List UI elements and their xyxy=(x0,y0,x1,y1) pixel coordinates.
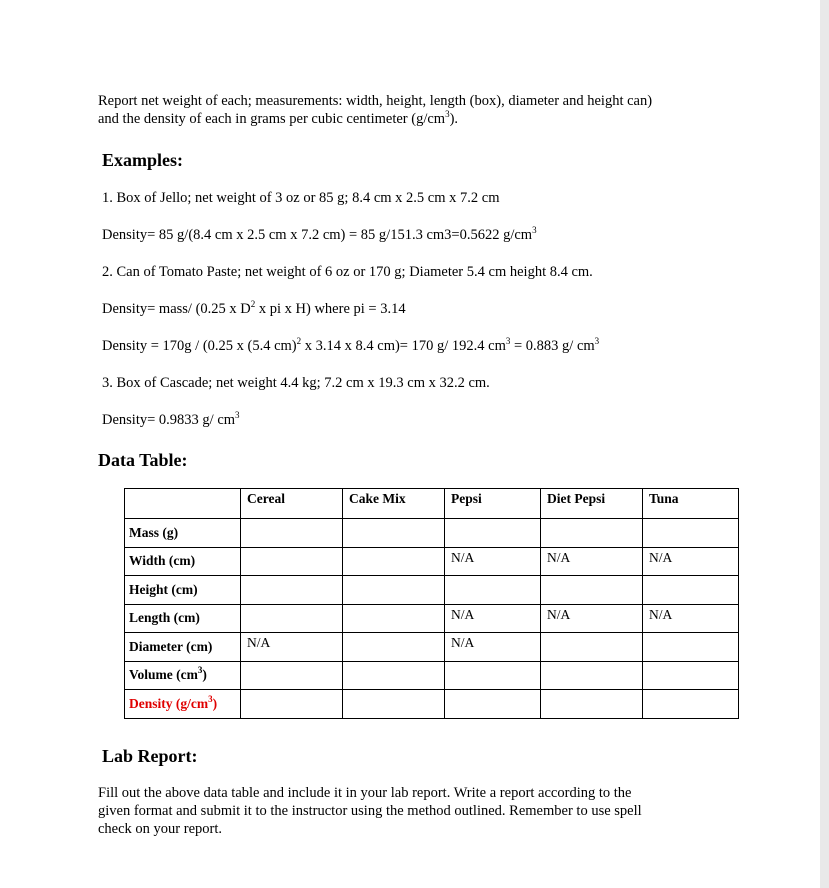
table-cell xyxy=(445,576,541,605)
table-cell: N/A xyxy=(541,547,643,576)
table-cell xyxy=(343,690,445,719)
table-cell xyxy=(445,519,541,548)
lab-report-line-2: given format and submit it to the instructor using the method outlined. Remember to use spell xyxy=(98,803,642,819)
table-row-density xyxy=(125,690,739,719)
column-header-tuna: Tuna xyxy=(643,489,739,519)
column-header-pepsi: Pepsi xyxy=(445,489,541,519)
table-cell xyxy=(343,576,445,605)
density-formula: Density= mass/ (0.25 x $D^2$ x pi x H) where pi = 3.14 xyxy=(102,299,406,317)
table-cell xyxy=(343,633,445,662)
table-cell xyxy=(643,633,739,662)
intro-paragraph xyxy=(98,92,652,128)
table-cell xyxy=(541,633,643,662)
table-cell xyxy=(343,547,445,576)
table-corner-cell xyxy=(125,489,241,519)
table-row-volume xyxy=(125,661,739,690)
example-3-text: 3. Box of Cascade; net weight 4.4 kg; 7.2 cm x 19.3 cm x 32.2 cm. xyxy=(102,375,490,391)
data-table xyxy=(124,488,739,719)
table-cell: N/A xyxy=(643,547,739,576)
column-header-cereal: Cereal xyxy=(241,489,343,519)
column-header-diet-pepsi: Diet Pepsi xyxy=(541,489,643,519)
table-row-height xyxy=(125,576,739,605)
table-cell xyxy=(541,690,643,719)
table-cell: N/A xyxy=(445,547,541,576)
table-cell: N/A xyxy=(643,604,739,633)
example-2-density: Density = 170g / (0.25 x (5.4 cm)$^2$ x 3.14 x 8.4 cm)= 170 g/ 192.4 $cm^3 = 0.883$ g/ $cm^3$ xyxy=(102,336,600,354)
row-label-width: Width (cm) xyxy=(125,547,241,576)
table-cell: N/A xyxy=(445,633,541,662)
table-cell xyxy=(541,519,643,548)
example-3-density: Density= 0.9833 g/ $cm^3$ xyxy=(102,410,240,428)
row-label-length: Length (cm) xyxy=(125,604,241,633)
intro-line-1: Report net weight of each; measurements: width, height, length (box), diameter and height can) xyxy=(98,93,653,109)
table-row-diameter xyxy=(125,633,739,662)
examples-heading: Examples: xyxy=(102,150,183,170)
row-label-mass: Mass (g) xyxy=(125,519,241,548)
column-header-cake-mix: Cake Mix xyxy=(343,489,445,519)
table-cell xyxy=(541,576,643,605)
table-cell xyxy=(643,690,739,719)
table-cell xyxy=(343,661,445,690)
table-header-row xyxy=(125,489,739,519)
table-cell xyxy=(241,604,343,633)
example-2-text: 2. Can of Tomato Paste; net weight of 6 oz or 170 g; Diameter 5.4 cm height 8.4 cm. xyxy=(102,264,593,280)
table-cell xyxy=(541,661,643,690)
table-cell: N/A xyxy=(241,633,343,662)
table-cell xyxy=(343,604,445,633)
table-cell xyxy=(643,519,739,548)
scrollbar-track[interactable] xyxy=(820,0,829,888)
lab-report-line-3: check on your report. xyxy=(98,821,223,837)
table-cell xyxy=(445,661,541,690)
table-cell: N/A xyxy=(445,604,541,633)
table-cell xyxy=(241,690,343,719)
row-label-height: Height (cm) xyxy=(125,576,241,605)
row-label-volume: Volume $(cm^3)$ xyxy=(125,661,241,690)
table-row-width xyxy=(125,547,739,576)
table-cell xyxy=(643,661,739,690)
row-label-density: Density $(g/cm^3)$ xyxy=(125,690,241,719)
example-1-text: 1. Box of Jello; net weight of 3 oz or 85 g; 8.4 cm x 2.5 cm x 7.2 cm xyxy=(102,190,500,206)
table-cell xyxy=(241,661,343,690)
lab-report-heading: Lab Report: xyxy=(102,746,198,766)
data-table-heading: Data Table: xyxy=(98,450,188,470)
row-label-diameter: Diameter (cm) xyxy=(125,633,241,662)
table-cell: N/A xyxy=(541,604,643,633)
table-row-mass xyxy=(125,519,739,548)
lab-report-paragraph xyxy=(98,784,642,838)
table-cell xyxy=(445,690,541,719)
table-cell xyxy=(241,547,343,576)
lab-report-line-1: Fill out the above data table and include it in your lab report. Write a report according to the xyxy=(98,785,632,801)
intro-line-2: and the density of each in grams per cubic centimeter $(g/cm^3)$. xyxy=(98,109,459,127)
table-cell xyxy=(643,576,739,605)
table-cell xyxy=(241,576,343,605)
table-cell xyxy=(241,519,343,548)
table-row-length xyxy=(125,604,739,633)
example-1-density: Density= 85 g/(8.4 cm x 2.5 cm x 7.2 cm) = 85 g/151.3 cm3=0.5622 $g/cm^3$ xyxy=(102,225,537,243)
table-cell xyxy=(343,519,445,548)
